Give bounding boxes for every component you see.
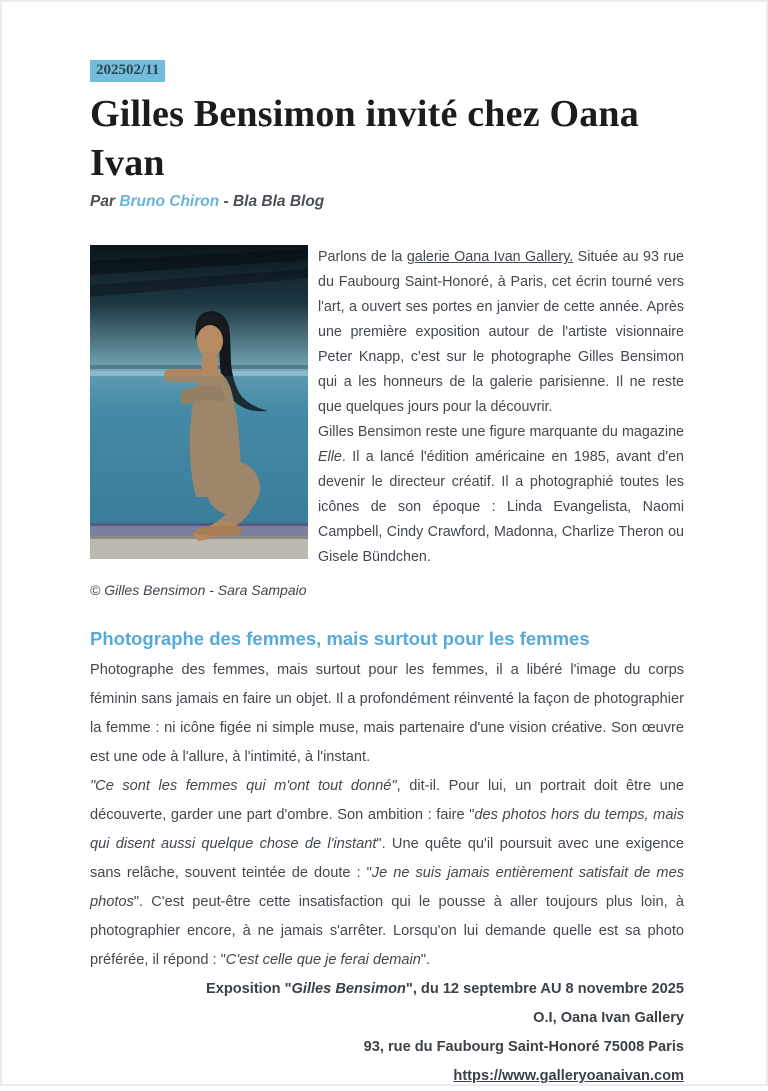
exhibition-dates-line bbox=[90, 975, 684, 1004]
body-paragraph-1: Photographe des femmes, mais surtout pour les femmes, il a libéré l'image du corps féminin sans jamais en faire un objet. Il a profondément réinventé la façon de photographier la femme : ni icône figée ni simple muse, mais partenaire d'une vision créative. Son œuvre est une ode à l'allure, à l'intimité, à l'instant. bbox=[90, 662, 684, 766]
intro-p2-text-a: Gilles Bensimon reste une figure marquante du magazine bbox=[318, 424, 684, 441]
body-p2-text-3: ". C'est peut-être cette insatisfaction qui le pousse à aller toujours plus loin, à photographier encore, à ne jamais s'arrêter. Lorsqu'on lui demande quelle est sa photo préférée, il répond : " bbox=[90, 894, 684, 969]
gallery-name-line: O.I, Oana Ivan Gallery bbox=[533, 1010, 684, 1027]
quote-1: "Ce sont les femmes qui m'ont tout donné" bbox=[90, 778, 397, 795]
intro-paragraph-1 bbox=[318, 245, 684, 420]
expo-text-a: Exposition " bbox=[205, 981, 292, 998]
body-p2-text-4: ". bbox=[420, 952, 431, 969]
author-link[interactable]: Bruno Chiron bbox=[119, 193, 220, 211]
intro-text-column bbox=[318, 245, 684, 570]
quote-2: des photos hors du temps, mais qui disent aussi quelque chose de l'instant bbox=[90, 807, 684, 853]
photo-caption: © Gilles Bensimon - Sara Sampaio bbox=[90, 582, 307, 599]
byline bbox=[90, 193, 684, 211]
intro-section bbox=[90, 245, 684, 570]
intro-p2-text-b: . Il a lancé l'édition américaine en 1985, avant d'en devenir le directeur créatif. Il a photographié toutes les icônes de son époque : Linda Evangelista, Naomi Campbell, Cindy Crawford, Madonna, Charlize Theron ou Gisele Bündchen. bbox=[318, 449, 684, 566]
exhibition-name: Gilles Bensimon bbox=[291, 981, 406, 998]
magazine-name: Elle bbox=[318, 449, 342, 466]
quote-3: Je ne suis jamais entièrement satisfait de mes photos bbox=[90, 865, 685, 911]
byline-prefix: Par bbox=[90, 193, 120, 211]
date-badge: 202502/11 bbox=[90, 60, 165, 82]
page-title: Gilles Bensimon invité chez Oana Ivan bbox=[90, 93, 639, 184]
gallery-url-line bbox=[90, 1062, 684, 1091]
intro-paragraph-2 bbox=[318, 420, 684, 570]
exhibition-info bbox=[90, 975, 684, 1091]
body-p2-text-1: , dit-il. Pour lui, un portrait doit être une découverte, garder une part d'ombre. Son ambition : faire " bbox=[90, 778, 684, 824]
pool-photo-illustration bbox=[90, 245, 308, 559]
body-paragraph-2 bbox=[90, 772, 684, 975]
intro-p1-text-b: Située au 93 rue du Faubourg Saint-Honoré, à Paris, cet écrin tourné vers l'art, a ouvert ses portes en janvier de cette année. Après une première exposition autour de l'artiste visionnaire Peter Knapp, c'est sur le photographe Gilles Bensimon qui a les honneurs de la galerie parisienne. Il ne reste que quelques jours pour la découvrir. bbox=[318, 249, 685, 416]
gallery-address-line: 93, rue du Faubourg Saint-Honoré 75008 Paris bbox=[363, 1039, 684, 1056]
gallery-url-link[interactable]: https://www.galleryoanaivan.com bbox=[453, 1068, 684, 1085]
section-heading: Photographe des femmes, mais surtout pour les femmes bbox=[90, 628, 590, 650]
article-photo bbox=[90, 245, 308, 559]
intro-p1-text-a: Parlons de la bbox=[318, 249, 407, 266]
body-p2-text-2: ". Une quête qu'il poursuit avec une exigence sans relâche, souvent teintée de doute : " bbox=[90, 836, 684, 882]
byline-suffix: - Bla Bla Blog bbox=[219, 193, 325, 211]
expo-text-b: ", du 12 septembre AU 8 novembre 2025 bbox=[405, 981, 684, 998]
quote-4: C'est celle que je ferai demain bbox=[225, 952, 421, 969]
gallery-link[interactable]: galerie Oana Ivan Gallery. bbox=[406, 249, 574, 266]
